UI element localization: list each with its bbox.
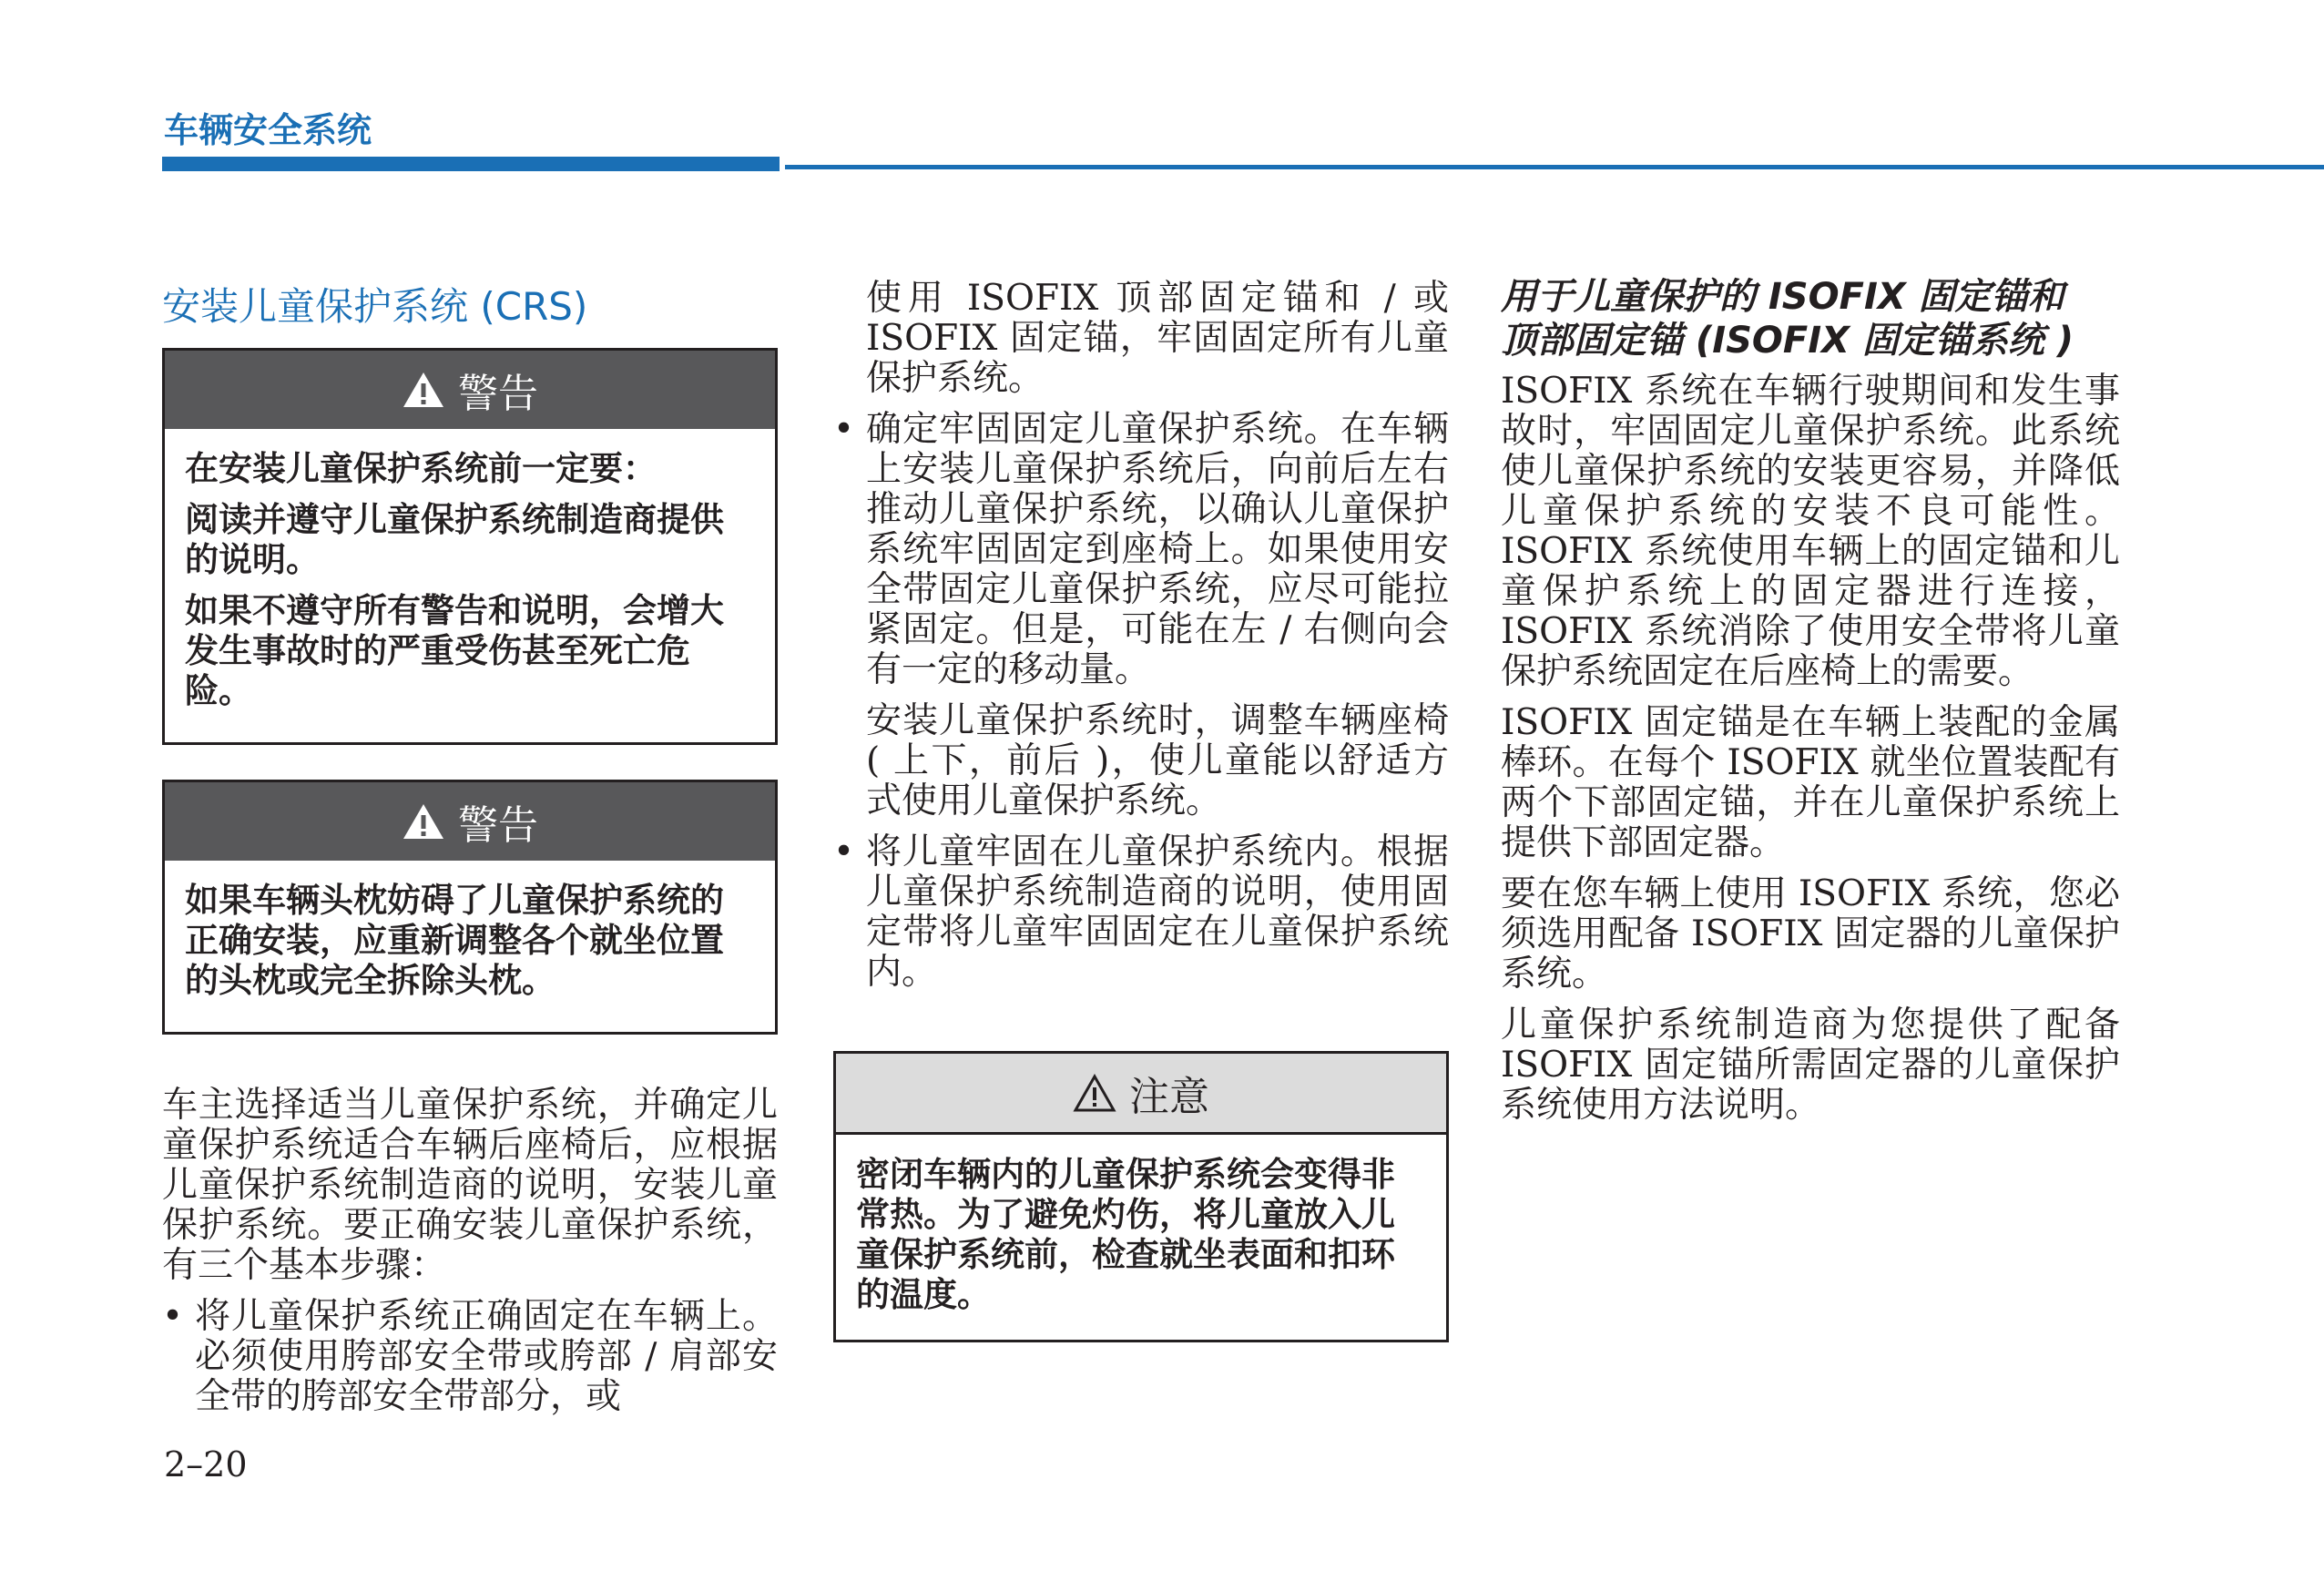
warning-icon [402,802,445,841]
isofix-section-title [1501,275,2138,362]
bullet-step-3: • 将儿童牢固在儿童保护系统内。根据儿童保护系统制造商的说明，使用固定带将儿童牢固固定在儿童保护系统内。 [833,832,1449,993]
warning-header [165,782,775,861]
header-rule-thin [785,165,2324,169]
caution-header [836,1054,1446,1135]
caution-icon [1073,1074,1116,1112]
page-number: 2–20 [164,1444,248,1484]
header-rule-thick [162,157,780,171]
caution-label: 注意 [1129,1074,1209,1120]
warning-box-1 [162,348,778,745]
warning-line: 如果不遵守所有警告和说明，会增大发生事故时的严重受伤甚至死亡危险。 [185,591,724,710]
isofix-title-line-1: 用于儿童保护的 ISOFIX 固定锚和 [1501,276,2064,318]
warning-body [165,861,775,1017]
warning-header [165,351,775,429]
col2-text [833,279,1449,1004]
warning-line: 阅读并遵守儿童保护系统制造商提供的说明。 [185,500,724,579]
caution-box [833,1051,1449,1342]
warning-label: 警告 [458,371,538,417]
intro-paragraph: 车主选择适当儿童保护系统，并确定儿童保护系统适合车辆后座椅后，应根据儿童保护系统制造商的说明，安装儿童保护系统。要正确安装儿童保护系统，有三个基本步骤： [162,1085,778,1286]
caution-body [836,1135,1446,1331]
warning-box-2 [162,780,778,1035]
bullet-step-2: • 确定牢固固定儿童保护系统。在车辆上安装儿童保护系统后，向前后左右推动儿童保护系统，以确认儿童保护系统牢固固定到座椅上。如果使用安全带固定儿童保护系统，应尽可能拉紧固定。但是，可能在左 / 右侧向会有一定的移动量。 [833,410,1449,690]
warning-text: 如果车辆头枕妨碍了儿童保护系统的正确安装，应重新调整各个就坐位置的头枕或完全拆除头枕。 [185,881,724,1000]
bullet-step-1: • 将儿童保护系统正确固定在车辆上。必须使用胯部安全带或胯部 / 肩部安全带的胯部安全带部分，或 [162,1297,778,1417]
bullet-step-2-note: 安装儿童保护系统时，调整车辆座椅 ( 上下，前后 )，使儿童能以舒适方式使用儿童保护系统。 [866,700,1449,821]
warning-label: 警告 [458,802,538,849]
chapter-title: 车辆安全系统 [164,110,372,150]
col3-text [1501,372,2120,1137]
isofix-paragraph-3: 要在您车辆上使用 ISOFIX 系统，您必须选用配备 ISOFIX 固定器的儿童保护系统。 [1501,873,2120,995]
warning-body [165,429,775,728]
warning-line: 在安装儿童保护系统前一定要： [185,449,657,488]
isofix-paragraph-1: ISOFIX 系统在车辆行驶期间和发生事故时，牢固固定儿童保护系统。此系统使儿童保护系统的安装更容易，并降低儿童保护系统的安装不良可能性。ISOFIX 系统使用车辆上的固定锚和儿童保护系统上的固定器进行连接，ISOFIX 系统消除了使用安全带将儿童保护系统固定在后座椅上的需要。 [1501,371,2120,692]
isofix-paragraph-4: 儿童保护系统制造商为您提供了配备 ISOFIX 固定锚所需固定器的儿童保护系统使用方法说明。 [1501,1005,2120,1126]
section-title: 安装儿童保护系统 (CRS) [162,284,588,329]
warning-icon [402,371,445,409]
col1-text [162,1086,778,1428]
isofix-paragraph-2: ISOFIX 固定锚是在车辆上装配的金属棒环。在每个 ISOFIX 就坐位置装配有两个下部固定锚，并在儿童保护系统上提供下部固定器。 [1501,702,2120,863]
bullet-step-1-continued: 使用 ISOFIX 顶部固定锚和 / 或 ISOFIX 固定锚，牢固固定所有儿童保护系统。 [866,278,1449,399]
isofix-title-line-2: 顶部固定锚 (ISOFIX 固定锚系统 ) [1501,320,2074,362]
caution-text: 密闭车辆内的儿童保护系统会变得非常热。为了避免灼伤，将儿童放入儿童保护系统前，检查就坐表面和扣环的温度。 [856,1155,1395,1314]
